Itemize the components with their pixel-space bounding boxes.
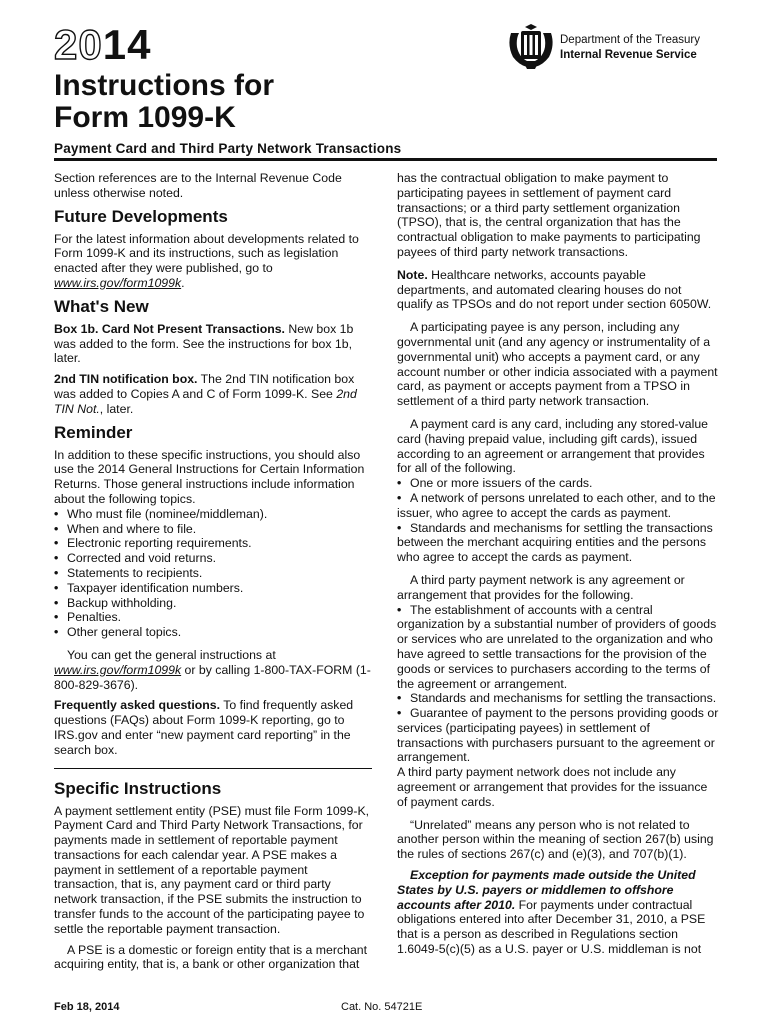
list-item: • Standards and mechanisms for settling the transactions. — [397, 691, 717, 706]
future-developments-paragraph — [54, 232, 372, 291]
reminder-heading: Reminder — [54, 422, 133, 442]
faq-bold: Frequently asked questions. — [54, 698, 221, 713]
agency-department: Department of the Treasury — [560, 34, 700, 46]
note-bold: Note. — [397, 267, 428, 282]
list-item: • Statements to recipients. — [54, 565, 203, 580]
agency-name — [560, 33, 700, 63]
whats-new-heading: What's New — [54, 296, 149, 316]
irs-form1099k-link[interactable]: www.irs.gov/form1099k — [54, 275, 182, 290]
future-end: . — [181, 275, 185, 290]
list-item: • One or more issuers of the cards. — [397, 476, 593, 491]
agency-irs: Internal Revenue Service — [560, 49, 697, 61]
section-divider — [54, 768, 372, 769]
future-text: For the latest information about developments related to Form 1099-K and its instructions, such as legislation enacted after they were published, go to — [54, 231, 359, 276]
note-text: Healthcare networks, accounts payable departments, and automated clearing houses do not qualify as TPSOs and do not report under section 6050W. — [397, 267, 712, 312]
list-item: • A network of persons unrelated to each other, and to the issuer, who agree to accept the cards as payment. — [397, 490, 716, 520]
unrelated-paragraph: “Unrelated” means any person who is not related to another person within the meaning of section 267(b) using the rules of sections 267(c) and (e)(3), and 707(b)(1). — [397, 817, 714, 862]
third-party-network-list — [397, 603, 719, 766]
exception-text: For payments under contractual obligations entered into after December 31, 2010, a PSE that is a person as described in Regulations section 1.6049-5(c)(5) as a U.S. payer or U.S. middleman is not — [397, 897, 706, 957]
page-title — [54, 70, 454, 134]
footer-catalog-number: Cat. No. 54721E — [341, 1001, 423, 1013]
irs-form1099k-link-2[interactable]: www.irs.gov/form1099k — [54, 662, 182, 677]
list-item: • Other general topics. — [54, 625, 182, 640]
box1b-text: New box 1b was added to the form. See the instructions for box 1b, later. — [54, 321, 354, 366]
participating-payee-paragraph: A participating payee is any person, including any governmental unit (and any agency or instrumentality of a governmental unit) who accepts a payment card, or any account number or other indicia associated with a payment card, as payment or accepts payment from a TPSO in settlement of a third party network transaction. — [397, 320, 718, 409]
specific-instructions-heading: Specific Instructions — [54, 778, 222, 798]
tin-bold: 2nd TIN notification box. — [54, 372, 198, 387]
list-item: • Guarantee of payment to the persons providing goods or services (participating payees) in settlement of transactions with purchasers pursuant to the agreement or arrangement. — [397, 706, 719, 765]
box1b-bold: Box 1b. Card Not Present Transactions. — [54, 321, 285, 336]
exception-bold: Exception for payments made outside the United States by U.S. payers or middlemen to offshore accounts after 2010. — [397, 868, 696, 912]
faq-paragraph — [54, 698, 372, 757]
list-item: • The establishment of accounts with a central organization by a substantial number of providers of goods or services who are unrelated to the organization and who have agreed to settle transactions for the provision of the goods or services to purchasers according to the terms of the agreement or arrangement. — [397, 602, 717, 691]
title-line-1: Instructions for — [54, 69, 275, 102]
list-item: • Backup withholding. — [54, 595, 177, 610]
right-column — [397, 171, 719, 963]
tin-paragraph — [54, 372, 372, 416]
faq-text: To find frequently asked questions (FAQs) about Form 1099-K reporting, go to IRS.gov and enter “new payment card reporting” in the search box. — [54, 698, 354, 757]
third-party-network-paragraph: A third party payment network is any agreement or arrangement that provides for the following. — [397, 572, 685, 602]
network-exclusion-paragraph: A third party payment network does not include any agreement or arrangement that provides for the issuance of payment cards. — [397, 765, 708, 809]
general-end: or by calling 1-800-TAX-FORM (1-800-829-3676). — [54, 662, 371, 692]
note-paragraph — [397, 268, 719, 312]
box1b-paragraph — [54, 322, 372, 366]
payment-card-paragraph: A payment card is any card, including any stored-value card (having prepaid value, including gift cards), issued according to an agreement or arrangement that provides for all of the following. — [397, 416, 709, 476]
topics-list — [54, 507, 372, 640]
specific-paragraph-1: A payment settlement entity (PSE) must file Form 1099-K, Payment Card and Third Party Network Transactions, for payments made in settlement of reportable payment transactions for each calendar year. A PSE makes a payment in settlement of a reportable payment transaction, that is, any payment card or third party network transaction, if the PSE submits the instruction to transfer funds to the account of the participating payee to settle the reportable payment transaction. — [54, 803, 370, 936]
continued-paragraph: has the contractual obligation to make payment to participating payees in settlement of payment card transactions; or a third party settlement organization (TPSO), that is, the central organization that has the contractual obligation to make payments to participating payees of third party network transactions. — [397, 171, 701, 259]
list-item: • Who must file (nominee/middleman). — [54, 506, 268, 521]
tin-italic: 2nd TIN Not. — [54, 386, 357, 416]
tax-year-outline: 20 — [54, 21, 103, 68]
list-item: • When and where to file. — [54, 521, 197, 536]
tin-text: The 2nd TIN notification box was added to Copies A and C of Form 1099-K. See — [54, 372, 355, 401]
reminder-paragraph: In addition to these specific instructions, you should also use the 2014 General Instructions for Certain Information Returns. Those general instructions include information about the following topics. — [54, 447, 365, 506]
list-item: • Penalties. — [54, 610, 122, 625]
title-line-2: Form 1099-K — [54, 101, 236, 134]
list-item: • Electronic reporting requirements. — [54, 536, 252, 551]
irs-eagle-logo-icon — [505, 23, 557, 71]
general-instructions-paragraph — [54, 648, 372, 692]
footer-date: Feb 18, 2014 — [54, 1001, 120, 1013]
tin-end: , later. — [99, 401, 134, 416]
list-item: • Standards and mechanisms for settling the transactions between the merchant acquiring entities and the persons who agree to accept the cards as payment. — [397, 520, 713, 565]
list-item: • Taxpayer identification numbers. — [54, 580, 244, 595]
header-rule — [54, 158, 717, 161]
intro-paragraph: Section references are to the Internal Revenue Code unless otherwise noted. — [54, 171, 342, 200]
form-subtitle: Payment Card and Third Party Network Transactions — [54, 141, 402, 156]
list-item: • Corrected and void returns. — [54, 551, 217, 566]
left-column — [54, 171, 372, 978]
payment-card-list — [397, 476, 719, 565]
tax-year-solid: 14 — [102, 21, 152, 68]
specific-paragraph-2: A PSE is a domestic or foreign entity that is a merchant acquiring entity, that is, a bank or other organization that — [54, 942, 368, 972]
general-text: You can get the general instructions at — [67, 647, 276, 662]
future-developments-heading: Future Developments — [54, 206, 228, 226]
tax-year — [54, 22, 151, 68]
exception-paragraph — [397, 868, 719, 957]
